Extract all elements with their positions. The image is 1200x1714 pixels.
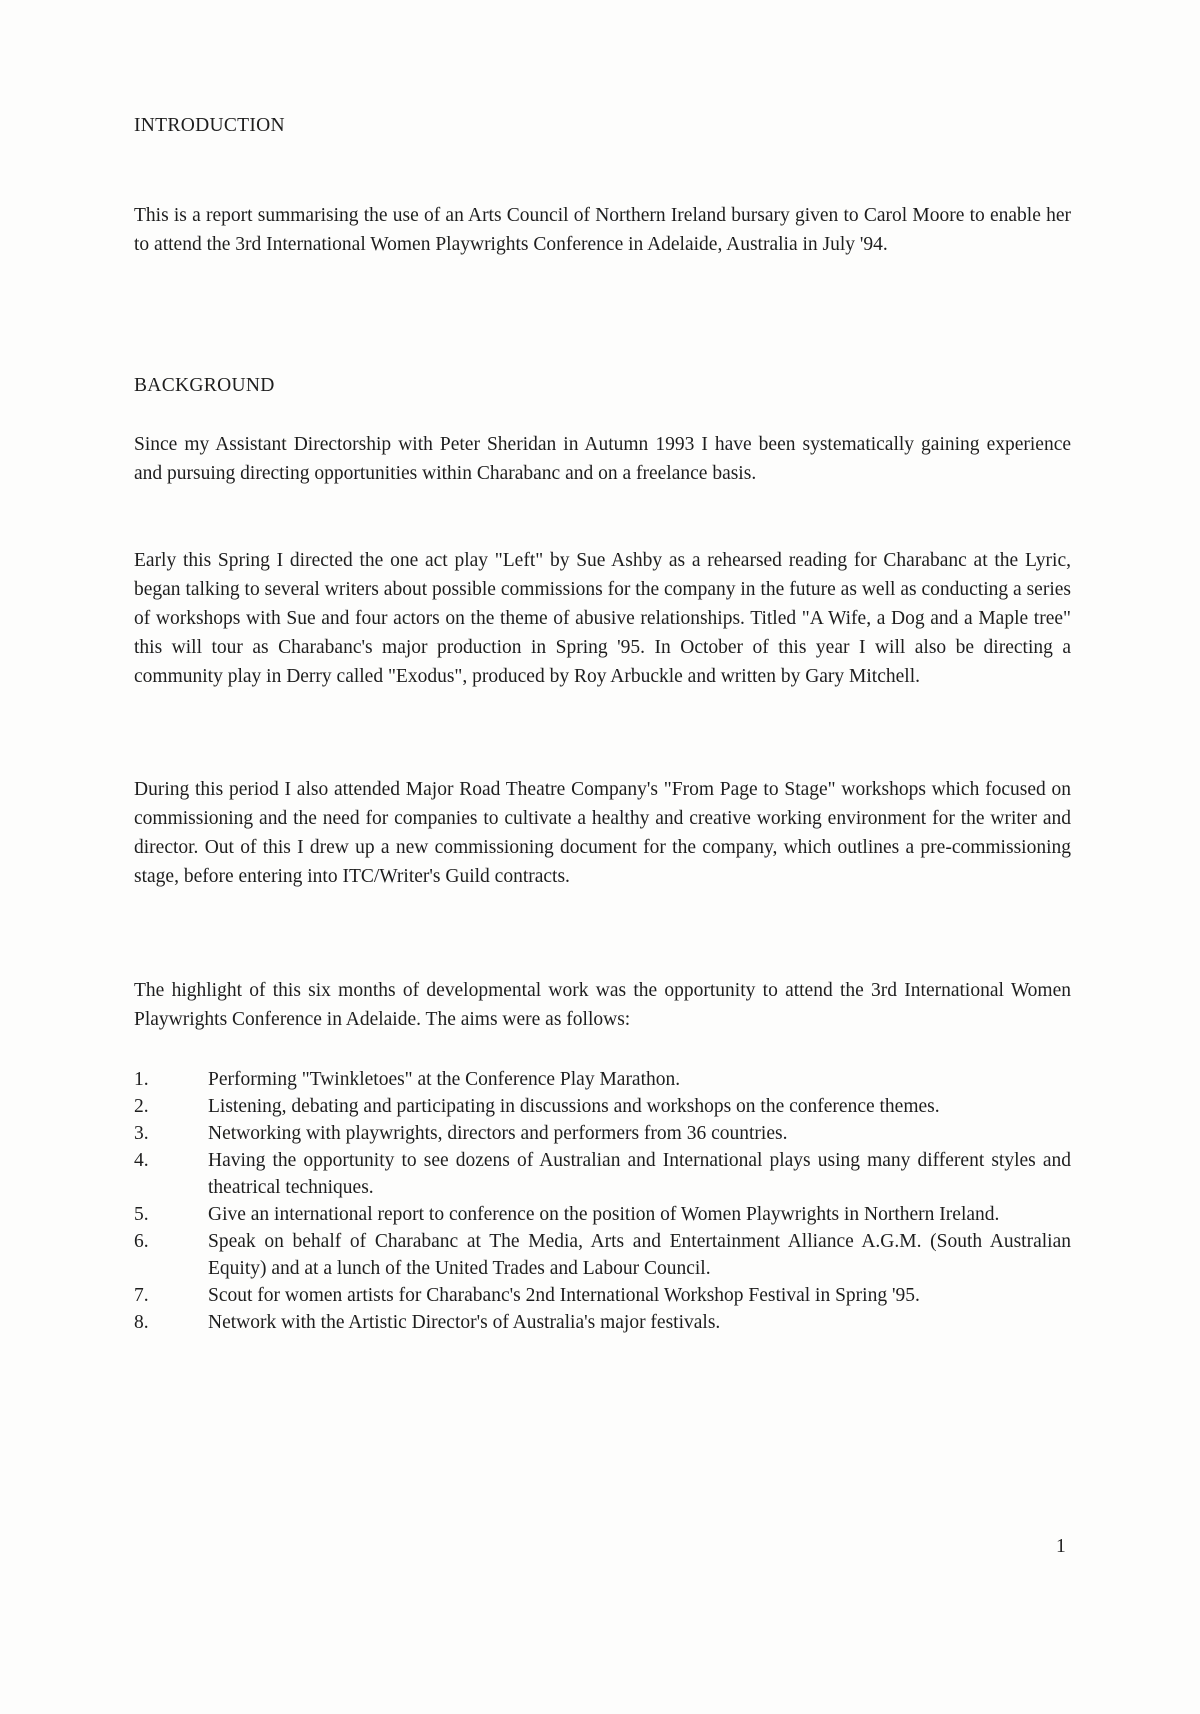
aim-item (134, 1282, 1071, 1309)
aim-number: 1. (134, 1069, 149, 1090)
aim-text: Speak on behalf of Charabanc at The Media, Arts and Entertainment Alliance A.G.M. (South Australian Equity) and at a lunch of the United Trades and Labour Council. (208, 1231, 1071, 1279)
highlight-paragraph: The highlight of this six months of developmental work was the opportunity to attend the 3rd International Women Playwrights Conference in Adelaide. The aims were as follows: (134, 980, 1071, 1030)
aim-item (134, 1120, 1071, 1147)
aim-text: Having the opportunity to see dozens of Australian and International plays using many different styles and theatrical techniques. (208, 1150, 1071, 1198)
page-number: 1 (1056, 1536, 1066, 1557)
background-paragraph-2: Early this Spring I directed the one act play "Left" by Sue Ashby as a rehearsed reading for Charabanc at the Lyric, began talking to several writers about possible commissions for the company in the future as well as conducting a series of workshops with Sue and four actors on the theme of abusive relationships. Titled "A Wife, a Dog and a Maple tree" this will tour as Charabanc's major production in Spring '95. In October of this year I will also be directing a community play in Derry called "Exodus", produced by Roy Arbuckle and written by Gary Mitchell. (134, 550, 1071, 687)
aim-number: 4. (134, 1150, 149, 1171)
aim-item (134, 1201, 1071, 1228)
aim-text: Networking with playwrights, directors and performers from 36 countries. (208, 1123, 788, 1144)
introduction-paragraph: This is a report summarising the use of an Arts Council of Northern Ireland bursary given to Carol Moore to enable her to attend the 3rd International Women Playwrights Conference in Adelaide, Australia in July '94. (134, 205, 1071, 255)
aim-number: 7. (134, 1285, 149, 1306)
aim-item (134, 1309, 1071, 1336)
aim-item (134, 1093, 1071, 1120)
aim-text: Performing "Twinkletoes" at the Conference Play Marathon. (208, 1069, 681, 1090)
aim-number: 2. (134, 1096, 149, 1117)
aim-text: Network with the Artistic Director's of Australia's major festivals. (208, 1312, 721, 1333)
aims-list (134, 1066, 1071, 1336)
background-paragraph-3: During this period I also attended Major Road Theatre Company's "From Page to Stage" workshops which focused on commissioning and the need for companies to cultivate a healthy and creative working environment for the writer and director. Out of this I drew up a new commissioning document for the company, which outlines a pre-commissioning stage, before entering into ITC/Writer's Guild contracts. (134, 779, 1071, 887)
aim-text: Listening, debating and participating in discussions and workshops on the conference themes. (208, 1096, 940, 1117)
aim-number: 5. (134, 1204, 149, 1225)
aim-item (134, 1147, 1071, 1201)
aim-text: Give an international report to conference on the position of Women Playwrights in Northern Ireland. (208, 1204, 1000, 1225)
aim-number: 3. (134, 1123, 149, 1144)
introduction-heading: INTRODUCTION (134, 115, 285, 136)
background-paragraph-1: Since my Assistant Directorship with Peter Sheridan in Autumn 1993 I have been systematically gaining experience and pursuing directing opportunities within Charabanc and on a freelance basis. (134, 434, 1071, 484)
aim-item (134, 1228, 1071, 1282)
background-heading: BACKGROUND (134, 375, 275, 396)
aim-item (134, 1066, 1071, 1093)
aim-text: Scout for women artists for Charabanc's 2nd International Workshop Festival in Spring '95. (208, 1285, 920, 1306)
aim-number: 6. (134, 1231, 149, 1252)
aim-number: 8. (134, 1312, 149, 1333)
